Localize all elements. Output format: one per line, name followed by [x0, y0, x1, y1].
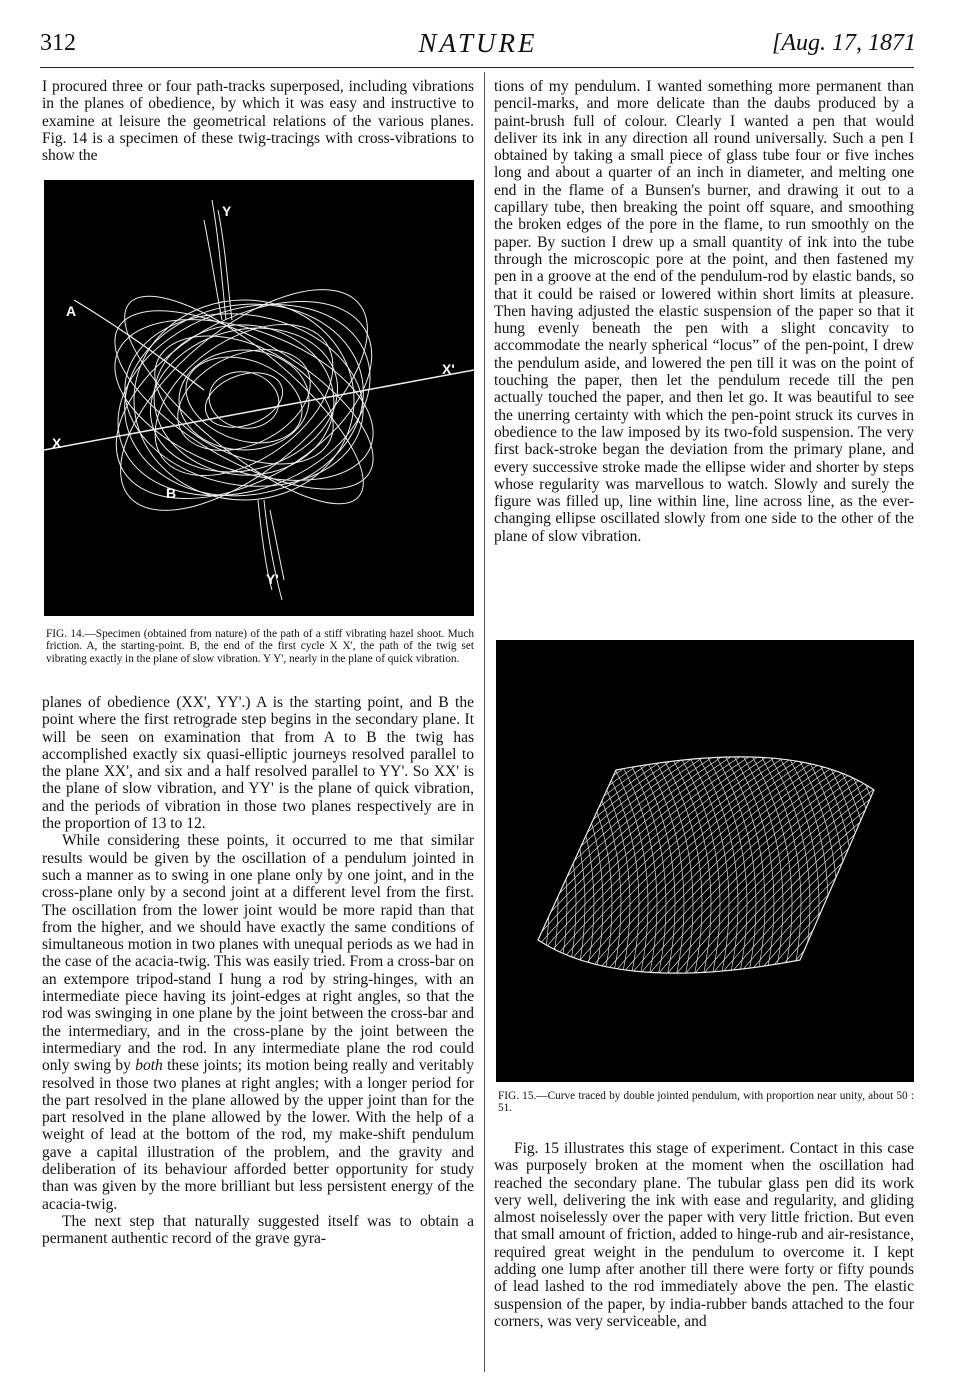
fig14-label-x: X	[52, 435, 62, 451]
figure-15-caption: FIG. 15.—Curve traced by double jointed pendulum, with proportion near unity, about 50 : 51.	[498, 1090, 914, 1115]
p2-text-a: While considering these points, it occurred to me that similar results would be given by the oscillation of a pendulum jointed in such a manner as to swing in one plane only by one joint, and in the cross-plane only by a second joint at a different level from the first. The oscillation from the lower joint would be more rapid than that from the higher, and we should have exactly the same conditions of simultaneous motion in two planes with unequal periods as we had in the case of the acacia-twig. This was easily tried. From a cross-bar on an extempore tripod-stand I hung a rod by string-hinges, with an intermediate piece having its joint-edges at right angles, so that the rod was swinging in one plane by the joint between the cross-bar and the intermediary, and in the cross-plane by the joint between the intermediary and the rod. In any intermediate plane the rod could only swing by	[42, 832, 474, 1075]
paragraph-pendulum-idea	[42, 832, 474, 1213]
paragraph-next-step: The next step that naturally suggested itself was to obtain a permanent authentic record of the grave gyra-	[42, 1212, 474, 1248]
journal-title: NATURE	[418, 28, 538, 58]
left-column-body	[42, 694, 474, 1248]
page-header	[40, 28, 916, 64]
paragraph-planes-of-obedience: planes of obedience (XX', YY'.) A is the starting point, and B the point where the first retrograde step begins in the secondary plane. It will be seen on examination that from A to B the twig has accomplished exactly six quasi-elliptic journeys resolved parallel to the plane XX', and six and a half resolved parallel to YY'. So XX' is the plane of slow vibration, and YY' is the plane of quick vibration, and the periods of vibration in those two planes respectively are in the proportion of 13 to 12.	[42, 694, 474, 833]
p2-text-b: these joints; its motion being really and veritably resolved in those two planes at right angles; with a longer period for the part resolved in the plane allowed by the upper joint than for the part resolved in the plane allowed by the lower. With the help of a weight of lead at the bottom of the rod, my make-shift pendulum gave a capital illustration of the problem, and the gravity and deliberation of its behaviour afforded better opportunity for study than was given by the more brilliant but less persistent energy of the acacia-twig.	[42, 1057, 475, 1213]
figure-15-tracing	[496, 640, 914, 1082]
fig14-label-a: A	[66, 303, 77, 319]
p2-emphasis: both	[135, 1057, 163, 1075]
header-rule	[40, 67, 914, 68]
paragraph-fig15-experiment: Fig. 15 illustrates this stage of experiment. Contact in this case was purposely broken at the moment when the oscillation had reached the secondary plane. The tubular glass pen did its work very well, delivering the ink with ease and regularity, and gliding almost noiselessly over the paper with very little friction. But even that small amount of friction, added to hinge-rub and air-resistance, required great weight in the pendulum to overcome it. I kept adding one lump after another till there were forty or fifty pounds of lead lashed to the rod immediately above the pen. The elastic suspension of the paper, by india-rubber bands attached to the four corners, was very serviceable, and	[494, 1140, 914, 1330]
figure-14	[44, 180, 474, 616]
paragraph-pen-construction: tions of my pendulum. I wanted something more permanent than pencil-marks, and more delicate than the daubs produced by a paint-brush full of colour. Clearly I wanted a pen that would deliver its ink in any direction all round universally. Such a pen I obtained by taking a small piece of glass tube four or five inches long and about a quarter of an inch in diameter, and melting one end in the flame of a Bunsen's burner, and drawing it out to a capillary tube, then breaking the point off square, and smoothing the broken edges of the pore in the flame, to run smoothly on the paper. By suction I drew up a small quantity of ink into the tube through the microscopic pore at the point, and then fastened my pen in a groove at the end of the pendulum-rod by elastic bands, so that it could be raised or lowered within short limits at pleasure. Then having adjusted the elastic suspension of the paper so that it hung evenly beneath the pen with a slight concavity to accommodate the nearly spherical “locus” of the pen-point, I drew the pendulum aside, and lowered the pen till it was on the point of touching the paper, then let the pendulum recede till the pen actually touched the paper, and then let go. It was beautiful to see the unerring certainty with which the pen-point struck its curves in obedience to the law imposed by its two-fold suspension. The very first back-stroke began the deviation from the primary plane, and every successive stroke made the ellipse wider and shorter by steps whose regularity was marvellous to watch. Slowly and surely the figure was filled up, line within line, line across line, as the ever-changing ellipse oscillated slowly from one side to the other of the plane of slow vibration.	[494, 78, 914, 545]
fig14-label-x-prime: X'	[442, 361, 455, 377]
issue-date: [Aug. 17, 1871	[772, 30, 916, 56]
fig14-label-b: B	[166, 485, 177, 501]
fig14-label-y: Y	[222, 203, 232, 219]
column-divider	[484, 72, 485, 1372]
left-column-intro	[42, 78, 474, 164]
figure-14-caption: FIG. 14.—Specimen (obtained from nature) of the path of a stiff vibrating hazel shoot. Much friction. A, the starting-point. B, the end of the first cycle X X', the path of the twig set vibrating exactly in the plane of slow vibration. Y Y', nearly in the plane of quick vibration.	[46, 628, 474, 665]
right-column-top	[494, 78, 914, 545]
figure-14-tracing	[44, 180, 474, 616]
intro-paragraph: I procured three or four path-tracks superposed, including vibrations in the planes of obedience, by which it was easy and instructive to examine at leisure the geometrical relations of the various planes. Fig. 14 is a specimen of these twig-tracings with cross-vibrations to show the	[42, 78, 474, 165]
fig14-label-y-prime: Y'	[266, 571, 279, 587]
right-column-bottom	[494, 1140, 914, 1330]
page-number: 312	[40, 30, 76, 56]
figure-15	[496, 640, 914, 1082]
